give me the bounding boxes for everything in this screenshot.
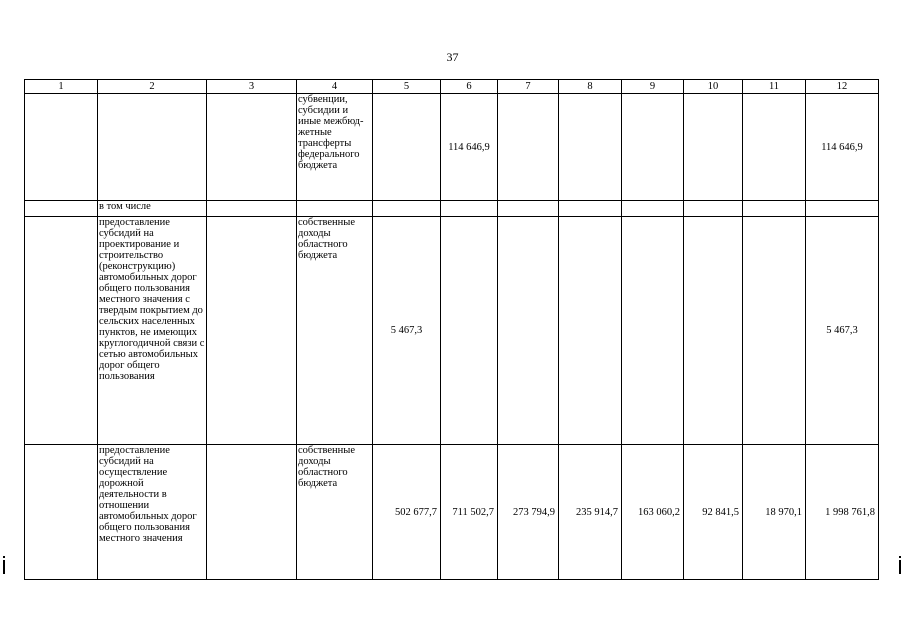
column-header: 10 xyxy=(684,80,743,94)
table-cell xyxy=(98,94,207,201)
total-cell xyxy=(806,201,879,217)
measure-description-cell: предоставление субсидий на проектирование и строительство (реконструкцию) автомобильных дорог общего пользования местного значения с твердым покрытием до сельских населенных пунктов, не имеющих круглогодичной связи с сетью автомобильных дорог общего пользования xyxy=(98,217,207,445)
funding-source-cell: собственные доходы областного бюджета xyxy=(297,445,373,580)
funding-source-cell xyxy=(297,201,373,217)
table-cell: в том числе xyxy=(98,201,207,217)
column-header: 7 xyxy=(498,80,559,94)
amount-cell xyxy=(684,217,743,445)
funding-source-cell: субвенции, субсидии и иные межбюд-жетные трансферты федерального бюджета xyxy=(297,94,373,201)
column-header: 11 xyxy=(743,80,806,94)
table-cell xyxy=(207,217,297,445)
column-header: 5 xyxy=(373,80,441,94)
total-cell: 1 998 761,8 xyxy=(806,445,879,580)
amount-cell xyxy=(441,217,498,445)
amount-cell xyxy=(559,201,622,217)
column-header: 3 xyxy=(207,80,297,94)
amount-cell xyxy=(498,201,559,217)
right-edge-mark xyxy=(899,560,901,574)
left-edge-mark xyxy=(3,560,5,574)
column-header: 2 xyxy=(98,80,207,94)
column-header: 6 xyxy=(441,80,498,94)
amount-cell xyxy=(743,217,806,445)
amount-cell xyxy=(498,217,559,445)
amount-cell xyxy=(559,217,622,445)
amount-cell: 114 646,9 xyxy=(441,94,498,201)
amount-cell: 502 677,7 xyxy=(373,445,441,580)
column-header: 12 xyxy=(806,80,879,94)
measure-description-cell: предоставление субсидий на осуществление дорожной деятельности в отношении автомобильных дорог общего пользования местного значения xyxy=(98,445,207,580)
table-cell xyxy=(207,445,297,580)
amount-cell: 273 794,9 xyxy=(498,445,559,580)
total-cell: 5 467,3 xyxy=(806,217,879,445)
amount-cell: 18 970,1 xyxy=(743,445,806,580)
amount-cell xyxy=(743,201,806,217)
amount-cell xyxy=(684,94,743,201)
amount-cell: 5 467,3 xyxy=(373,217,441,445)
amount-cell xyxy=(441,201,498,217)
table-cell xyxy=(207,201,297,217)
amount-cell xyxy=(622,217,684,445)
total-cell: 114 646,9 xyxy=(806,94,879,201)
column-header: 1 xyxy=(25,80,98,94)
budget-table xyxy=(24,79,879,580)
amount-cell xyxy=(743,94,806,201)
table-cell xyxy=(25,217,98,445)
table-cell xyxy=(207,94,297,201)
table-cell xyxy=(25,201,98,217)
amount-cell: 92 841,5 xyxy=(684,445,743,580)
table-cell xyxy=(25,445,98,580)
amount-cell xyxy=(622,94,684,201)
amount-cell xyxy=(559,94,622,201)
page-number: 37 xyxy=(446,50,459,64)
amount-cell: 711 502,7 xyxy=(441,445,498,580)
funding-source-cell: собственные доходы областного бюджета xyxy=(297,217,373,445)
table-row xyxy=(25,217,879,445)
amount-cell xyxy=(373,94,441,201)
amount-cell: 235 914,7 xyxy=(559,445,622,580)
amount-cell xyxy=(373,201,441,217)
column-header: 4 xyxy=(297,80,373,94)
amount-cell xyxy=(684,201,743,217)
table-row xyxy=(25,201,879,217)
table-row xyxy=(25,94,879,201)
column-header: 8 xyxy=(559,80,622,94)
amount-cell xyxy=(622,201,684,217)
amount-cell: 163 060,2 xyxy=(622,445,684,580)
column-header: 9 xyxy=(622,80,684,94)
amount-cell xyxy=(498,94,559,201)
table-row xyxy=(25,445,879,580)
table-cell xyxy=(25,94,98,201)
column-number-row xyxy=(25,80,879,94)
